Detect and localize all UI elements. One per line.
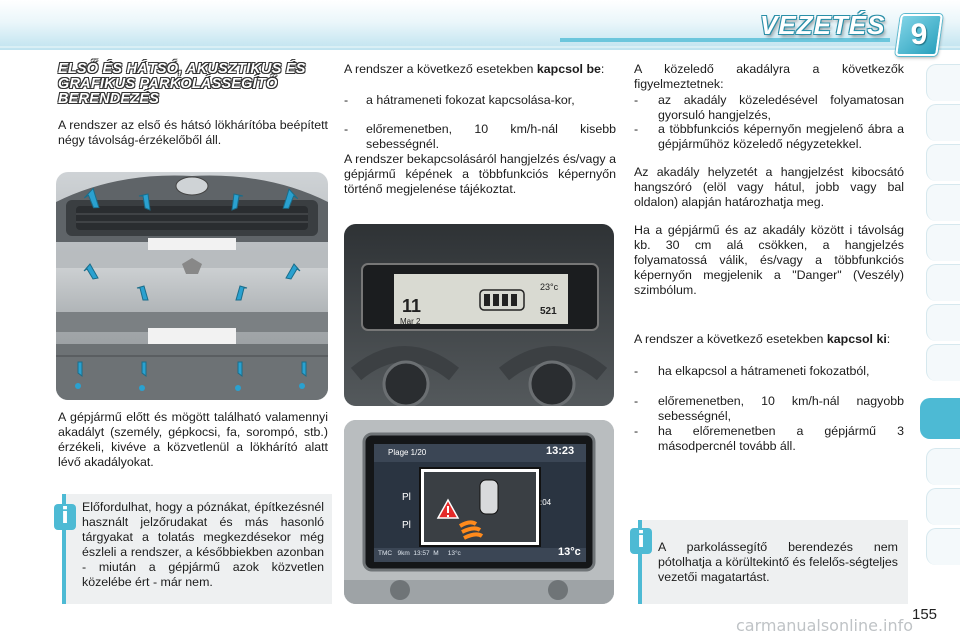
chapter-tab[interactable]: [926, 64, 960, 101]
screen-row-label: Pl: [402, 492, 411, 503]
warning-intro: A közeledő akadályra a következők figyelmeztetnek:: [634, 62, 904, 91]
display-clock: 11: [402, 296, 422, 316]
switch-on-item-text: a hátrameneti fokozat kapcsolása-kor,: [366, 93, 575, 107]
info-note-box: [638, 520, 908, 604]
chapter-number-badge: [895, 14, 943, 56]
info-note-box: [62, 494, 332, 604]
switch-on-keyword: kapcsol be: [536, 62, 601, 76]
chapter-tab[interactable]: [926, 304, 960, 341]
watermark: carmanualsonline.info: [736, 616, 914, 635]
switch-on-item: [344, 122, 616, 152]
header-divider: [0, 46, 960, 48]
multifunction-screen-photo: [344, 420, 614, 604]
switch-off-item-text: előremenetben, 10 km/h-nál nagyobb sebességnél,: [658, 394, 904, 423]
chapter-title: VEZETÉS: [760, 10, 886, 40]
screen-time: 13:23: [546, 445, 575, 457]
switch-on-intro: [344, 62, 616, 77]
info-note-text: A parkolássegítő berendezés nem pótolhatja a körültekintő és felelős-ségteljes vezetői magatartást.: [658, 540, 898, 584]
switch-off-keyword: kapcsol ki: [826, 332, 887, 346]
chapter-tab[interactable]: [926, 528, 960, 565]
switch-off-colon: :: [886, 332, 891, 346]
switch-on-colon: :: [600, 62, 605, 76]
switch-on-item-text: előremenetben, 10 km/h-nál kisebb sebességnél.: [366, 122, 616, 151]
bullet-dash: -: [634, 364, 639, 378]
chapter-tab[interactable]: [926, 184, 960, 221]
bullet-dash: -: [634, 122, 639, 136]
position-paragraph: Az akadály helyzetét a hangjelzést kibocsátó hangszóró (elöl vagy hátul, jobb vagy bal oldalon) alapján határozhatja meg.: [634, 165, 904, 209]
chapter-number: 9: [910, 18, 928, 51]
switch-off-intro-text: A rendszer a következő esetekben: [634, 332, 827, 346]
dashboard-display-illustration: [344, 224, 614, 406]
warning-item: [634, 122, 904, 152]
chapter-tab[interactable]: [926, 488, 960, 525]
switch-on-intro-text: A rendszer a következő esetekben: [344, 62, 537, 76]
intro-paragraph: A rendszer az első és hátsó lökhárítóba beépített négy távolság-érzékelőből áll.: [58, 118, 328, 147]
detection-paragraph: A gépjármű előtt és mögött található valamennyi akadályt (személy, gépkocsi, fa, sorompó, stb.) érzékeli, kivéve a közvetlenül a lökhárító alatt lévő akadályokat.: [58, 410, 328, 469]
chapter-tab[interactable]: [926, 264, 960, 301]
screen-track: Plage 1/20: [388, 448, 427, 457]
chapter-tab-active[interactable]: [920, 398, 960, 439]
warning-item: [634, 93, 904, 123]
bullet-dash: -: [344, 122, 349, 136]
info-icon: i: [54, 504, 76, 530]
display-date: Mar 2: [400, 317, 421, 326]
switch-off-item-text: ha elkapcsol a hátrameneti fokozatból,: [658, 364, 870, 378]
warning-item-text: a többfunkciós képernyőn megjelenő ábra a gépjárműhöz közeledő négyzetekkel.: [658, 122, 904, 151]
switch-on-notice: A rendszer bekapcsolásáról hangjelzés és/vagy a gépjármű képének a többfunkciós képernyőn történő megjelenése tájékoztat.: [344, 152, 616, 196]
display-temperature: 23°c: [540, 282, 559, 292]
switch-off-intro: [634, 332, 904, 347]
chapter-tab[interactable]: [926, 144, 960, 181]
info-icon: i: [630, 528, 652, 554]
screen-status-bar: TMC 9km 13:57 M 13°c: [378, 550, 461, 557]
bumper-sensors-photo: [56, 172, 328, 400]
car-front-rear-illustration: [56, 172, 328, 400]
switch-off-item: [634, 364, 904, 379]
switch-off-item-text: ha előremenetben a gépjármű 3 másodpercnél tovább áll.: [658, 424, 904, 453]
bullet-dash: -: [344, 93, 349, 107]
chapter-tab[interactable]: [926, 224, 960, 261]
danger-paragraph: Ha a gépjármű és az akadály között i távolság kb. 30 cm alá csökken, a hangjelzés folyamatossá válik, és/vagy a többfunkciós képernyőn megjelenik a "Danger" (Veszély) szimbólum.: [634, 223, 904, 297]
warning-item-text: az akadály közeledésével folyamatosan gyorsuló hangjelzés,: [658, 93, 904, 122]
chapter-tab[interactable]: [926, 344, 960, 381]
chapter-tab[interactable]: [926, 104, 960, 141]
display-odometer: 521: [540, 306, 557, 317]
switch-off-item: [634, 394, 904, 424]
page-number: 155: [912, 606, 938, 623]
switch-off-item: [634, 424, 904, 454]
chapter-tab[interactable]: [926, 448, 960, 485]
chapter-tabs: [926, 64, 960, 584]
screen-duration: :04: [540, 498, 552, 507]
screen-temperature: 13°c: [558, 546, 581, 558]
bullet-dash: -: [634, 93, 639, 107]
dashboard-display-photo: [344, 224, 614, 406]
screen-row-label: Pl: [402, 520, 411, 531]
bullet-dash: -: [634, 424, 639, 438]
section-heading: ELSŐ ÉS HÁTSÓ, AKUSZTIKUS ÉS GRAFIKUS PARKOLÁSSEGÍTŐ BERENDEZÉS: [58, 61, 306, 107]
info-note-text: Előfordulhat, hogy a póznákat, építkezésnél használt jelzőrudakat és más hasonló tárgyakat a tolatás megkezdésekor még észleli a rendszer, a későbbiekben azonban - miután a gépjármű azok közvetlen közelébe ért - már nem.: [82, 500, 324, 589]
switch-on-item: [344, 93, 616, 108]
bullet-dash: -: [634, 394, 639, 408]
